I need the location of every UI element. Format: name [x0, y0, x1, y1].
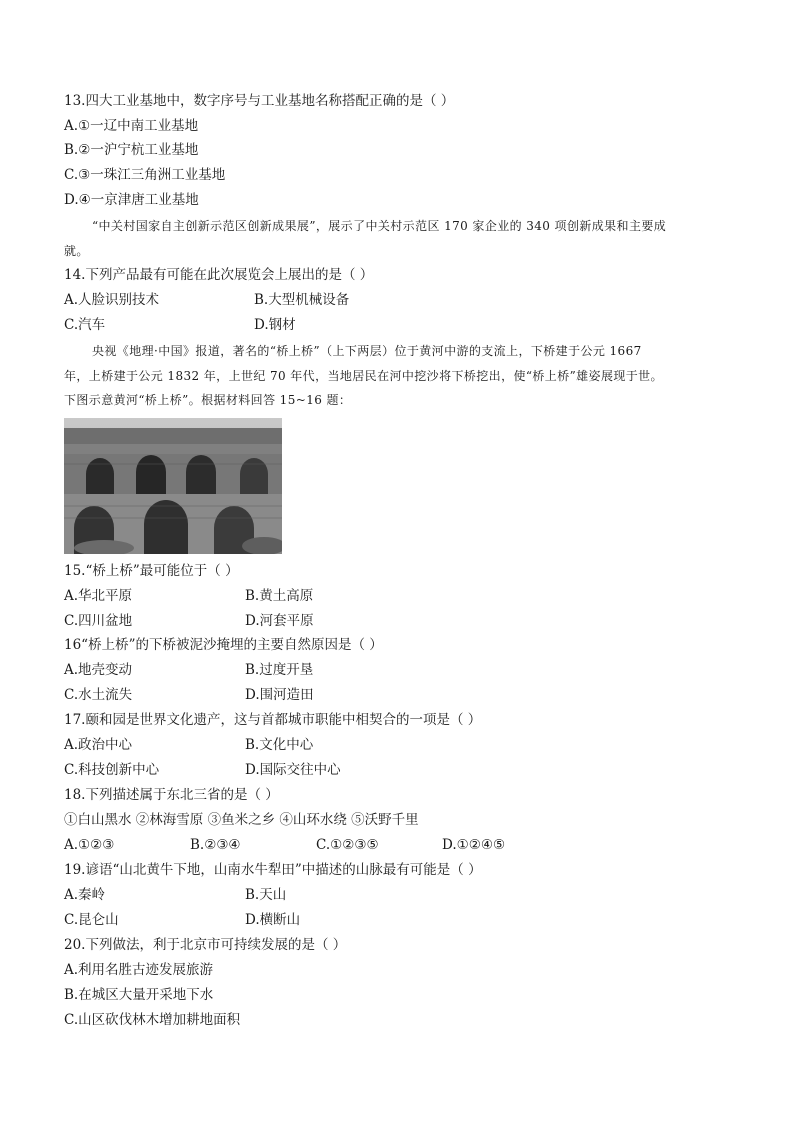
question-20-stem: 20.下列做法，利于北京市可持续发展的是（ ） — [64, 937, 347, 953]
question-13-stem: 13.四大工业基地中，数字序号与工业基地名称搭配正确的是（ ） — [64, 93, 455, 109]
question-18-option-c: C.①②③⑤ — [316, 837, 379, 853]
question-19-option-c: C.昆仑山 — [64, 912, 119, 928]
question-18-option-b: B.②③④ — [190, 837, 241, 853]
question-16-stem: 16“桥上桥”的下桥被泥沙掩埋的主要自然原因是（ ） — [64, 637, 383, 653]
question-17-stem: 17.颐和园是世界文化遗产，这与首都城市职能中相契合的一项是（ ） — [64, 712, 482, 728]
passage-2-line-3: 下图示意黄河“桥上桥”。根据材料回答 15~16 题： — [64, 393, 352, 407]
bridge-photo — [64, 418, 282, 554]
question-18-items: ①白山黑水 ②林海雪原 ③鱼米之乡 ④山环水绕 ⑤沃野千里 — [64, 812, 419, 828]
question-20-option-c: C.山区砍伐林木增加耕地面积 — [64, 1012, 241, 1028]
question-14-option-c: C.汽车 — [64, 317, 106, 333]
question-15-option-d: D.河套平原 — [245, 613, 314, 629]
question-16-option-c: C.水土流失 — [64, 687, 133, 703]
question-13-option-d: D.④一京津唐工业基地 — [64, 192, 199, 208]
question-19-option-b: B.天山 — [245, 887, 287, 903]
question-14-option-a: A.人脸识别技术 — [64, 292, 160, 308]
question-14-option-b: B.大型机械设备 — [254, 292, 350, 308]
question-13-option-c: C.③一珠江三角洲工业基地 — [64, 167, 226, 183]
question-13-option-b: B.②一沪宁杭工业基地 — [64, 142, 199, 158]
question-19-stem: 19.谚语“山北黄牛下地，山南水牛犁田”中描述的山脉最有可能是（ ） — [64, 862, 482, 878]
passage-1-line-2: 就。 — [64, 244, 89, 258]
question-14-option-d: D.钢材 — [254, 317, 296, 333]
question-16-option-b: B.过度开垦 — [245, 662, 314, 678]
question-19-option-d: D.横断山 — [245, 912, 301, 928]
question-19-option-a: A.秦岭 — [64, 887, 106, 903]
question-15-option-c: C.四川盆地 — [64, 613, 133, 629]
passage-1-line-1: “中关村国家自主创新示范区创新成果展”，展示了中关村示范区 170 家企业的 340 项创新成果和主要成 — [92, 219, 667, 233]
question-16-option-d: D.围河造田 — [245, 687, 314, 703]
question-18-stem: 18.下列描述属于东北三省的是（ ） — [64, 787, 279, 803]
question-17-option-c: C.科技创新中心 — [64, 762, 160, 778]
question-16-option-a: A.地壳变动 — [64, 662, 133, 678]
question-20-option-a: A.利用名胜古迹发展旅游 — [64, 962, 214, 978]
question-20-option-b: B.在城区大量开采地下水 — [64, 987, 214, 1003]
question-15-option-a: A.华北平原 — [64, 588, 133, 604]
passage-2-line-2: 年，上桥建于公元 1832 年，上世纪 70 年代，当地居民在河中挖沙将下桥挖出，使“桥上桥”雄姿展现于世。 — [64, 369, 663, 383]
question-15-option-b: B.黄土高原 — [245, 588, 314, 604]
question-18-option-d: D.①②④⑤ — [442, 837, 506, 853]
question-17-option-a: A.政治中心 — [64, 737, 133, 753]
passage-2-line-1: 央视《地理·中国》报道，著名的“桥上桥”（上下两层）位于黄河中游的支流上，下桥建于公元 1667 — [92, 344, 642, 358]
question-18-option-a: A.①②③ — [64, 837, 115, 853]
question-17-option-b: B.文化中心 — [245, 737, 314, 753]
question-13-option-a: A.①一辽中南工业基地 — [64, 118, 199, 134]
question-17-option-d: D.国际交往中心 — [245, 762, 341, 778]
question-15-stem: 15.“桥上桥”最可能位于（ ） — [64, 563, 239, 579]
question-14-stem: 14.下列产品最有可能在此次展览会上展出的是（ ） — [64, 267, 374, 283]
